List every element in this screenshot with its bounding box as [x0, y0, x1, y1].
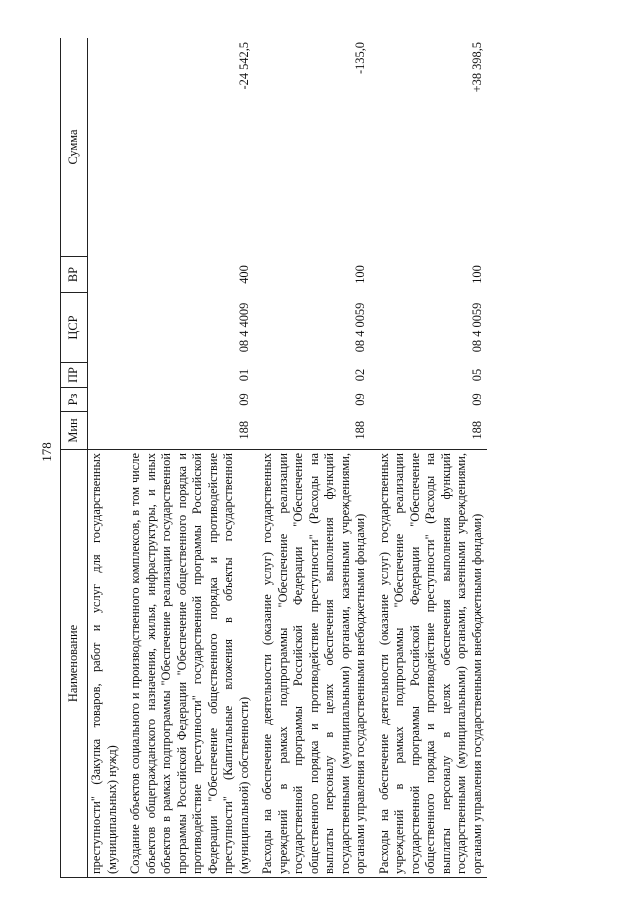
row-vr — [88, 257, 123, 293]
row-sum: -24 542,5 — [122, 38, 254, 257]
row-pr: 05 — [469, 368, 484, 382]
header-vr: ВР — [61, 257, 88, 293]
row-pr: 02 — [353, 368, 367, 382]
row-name: Расходы на обеспечение деятельности (оказание услуг) государственных учреждений в рамках подпрограммы "Обеспечение реализации государственной программы Российской Федерации "Обеспечение общественного порядка и противодействие преступности" (Расходы на выплаты персоналу в целях обеспечения выполнения функций государственными (муниципальными) органами, казенными учреждениями, органами управления государственными внебюджетными фондами) — [371, 450, 488, 878]
row-min — [88, 412, 123, 450]
header-min: Мин — [61, 412, 88, 450]
page-number: 178 — [39, 442, 54, 462]
row-pr: 01 — [236, 368, 251, 382]
header-pr: ПР — [61, 363, 88, 388]
row-sum — [88, 38, 123, 257]
row-vr: 400 — [236, 265, 251, 284]
row-pr — [88, 363, 123, 388]
table-row — [254, 38, 371, 878]
row-csr — [88, 293, 123, 363]
budget-table — [60, 38, 487, 878]
row-min: 188 — [469, 420, 484, 440]
header-name: Наименование — [61, 450, 88, 878]
row-min: 188 — [236, 420, 251, 440]
rotated-table-container — [60, 38, 570, 878]
row-sum: +38 398,5 — [371, 38, 488, 257]
row-name: преступности" (Закупка товаров, работ и услуг для государственных (муниципальных) нужд) — [88, 450, 123, 878]
row-vr: 100 — [469, 265, 484, 284]
row-name: Создание объектов социального и производственного комплексов, в том числе объектов общегражданского назначения, жилья, инфраструктуры, и иных объектов в рамках подпрограммы "Обеспечение реализации государственной программы Российской Федерации "Обеспечение общественного порядка и противодействие преступности" государственной программы Российской Федерации "Обеспечение общественного порядка и противодействие преступности" (Капитальные вложения в объекты государственной (муниципальной) собственности) — [122, 450, 254, 878]
row-csr: 08 4 0059 — [469, 302, 484, 353]
row-name: Расходы на обеспечение деятельности (оказание услуг) государственных учреждений в рамках подпрограммы "Обеспечение реализации государственной программы Российской Федерации "Обеспечение общественного порядка и противодействие преступности" (Расходы на выплаты персоналу в целях обеспечения выполнения функций государственными (муниципальными) органами, казенными учреждениями, органами управления государственными внебюджетными фондами) — [254, 450, 371, 878]
document-frame — [60, 38, 570, 878]
table-header-row — [61, 38, 88, 878]
header-rz: Рз — [61, 388, 88, 412]
row-min: 188 — [353, 420, 367, 440]
row-csr: 08 4 0059 — [353, 302, 367, 353]
row-rz: 09 — [353, 393, 367, 406]
row-rz: 09 — [236, 393, 251, 406]
row-csr: 08 4 4009 — [236, 302, 251, 353]
header-sum: Сумма — [61, 38, 88, 257]
header-csr: ЦСР — [61, 293, 88, 363]
table-row — [88, 38, 123, 878]
row-rz: 09 — [469, 393, 484, 406]
row-rz — [88, 388, 123, 412]
row-vr: 100 — [353, 265, 367, 284]
row-sum: -135,0 — [254, 38, 371, 257]
table-row — [371, 38, 488, 878]
table-row — [122, 38, 254, 878]
